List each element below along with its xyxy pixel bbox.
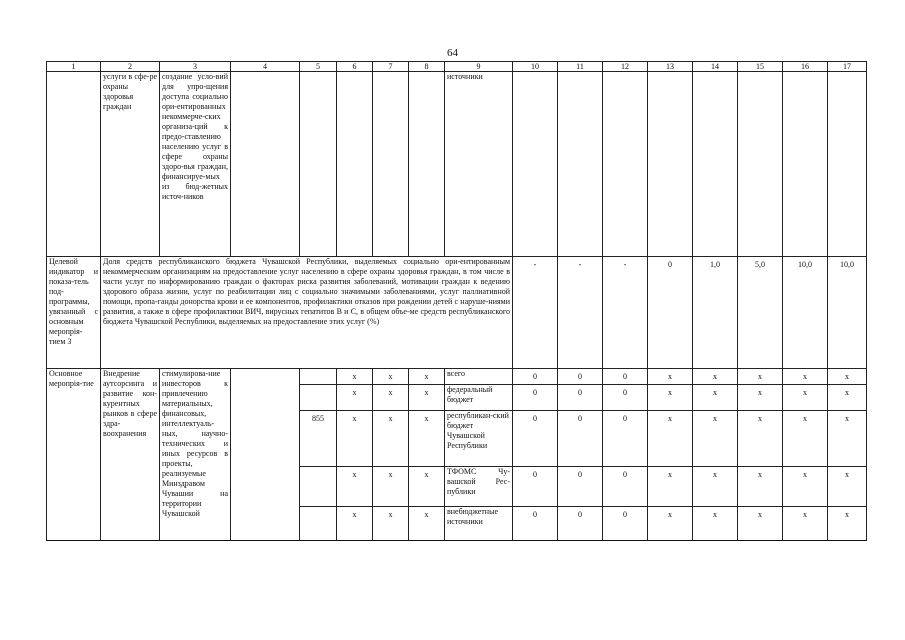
table-cell: 0 (558, 467, 603, 507)
column-number: 9 (445, 62, 513, 72)
indicator-value: 5,0 (738, 257, 783, 369)
table-cell (231, 369, 300, 541)
indicator-value: - (558, 257, 603, 369)
table-cell: x (337, 411, 373, 467)
table-cell (231, 72, 300, 257)
table-cell (373, 72, 409, 257)
table-cell: x (373, 411, 409, 467)
funding-source: республикан-ский бюджет Чувашской Республики (445, 411, 513, 467)
table-cell: 0 (603, 467, 648, 507)
table-cell: x (409, 411, 445, 467)
column-number: 1 (47, 62, 101, 72)
table-cell: x (337, 385, 373, 411)
table-cell: 0 (513, 467, 558, 507)
table-cell (300, 385, 337, 411)
table-cell: x (373, 369, 409, 385)
indicator-value: 10,0 (828, 257, 867, 369)
table-cell (300, 507, 337, 541)
table-cell (648, 72, 693, 257)
table-cell (783, 72, 828, 257)
table-cell: x (648, 507, 693, 541)
table-cell: x (828, 385, 867, 411)
main-event-title: Внедрение аутсорсинга и развитие кон-курентных рынков в сфере здра-воохранения (101, 369, 160, 541)
column-number: 11 (558, 62, 603, 72)
table-cell: 0 (513, 385, 558, 411)
table-cell: x (693, 467, 738, 507)
column-number: 5 (300, 62, 337, 72)
table-cell: 0 (513, 507, 558, 541)
table-cell: x (783, 369, 828, 385)
column-number: 3 (160, 62, 231, 72)
table-cell: создание усло-вий для упро-щения доступа социально ори-ентированных некоммерче-ских организа-ций к предо-ставлению населению услуг в сфере охраны здоро-вья граждан, финансируе-мых из бюд-жетных источ-ников (160, 72, 231, 257)
table-cell: x (828, 467, 867, 507)
table-cell: услуги в сфе-ре охраны здоровья граждан (101, 72, 160, 257)
table-cell (738, 72, 783, 257)
table-cell: x (373, 507, 409, 541)
table-cell: x (783, 411, 828, 467)
main-event-description: стимулирова-ние инвесторов к привлечению материальных, финансовых, интеллектуаль-ных, научно-технических и иных ресурсов в проекты, реализуемые Минздравом Чувашии на территории Чувашской (160, 369, 231, 541)
table-cell: x (693, 411, 738, 467)
table-cell (409, 72, 445, 257)
column-number: 10 (513, 62, 558, 72)
table-cell: x (828, 411, 867, 467)
table-cell: x (648, 385, 693, 411)
table-cell: x (738, 467, 783, 507)
table-cell: x (409, 369, 445, 385)
table-cell: x (337, 467, 373, 507)
column-number: 14 (693, 62, 738, 72)
table-cell (300, 72, 337, 257)
table-cell: 0 (558, 507, 603, 541)
table-cell (603, 72, 648, 257)
table-cell (300, 467, 337, 507)
table-cell: x (337, 507, 373, 541)
indicator-value: 10,0 (783, 257, 828, 369)
table-cell: 0 (513, 411, 558, 467)
table-cell: x (738, 411, 783, 467)
table-cell: x (828, 507, 867, 541)
table-cell (513, 72, 558, 257)
table-cell: x (738, 369, 783, 385)
main-event-type: Основное меропрія-тие (47, 369, 101, 541)
indicator-value: 1,0 (693, 257, 738, 369)
table-cell: x (648, 467, 693, 507)
table-cell: x (648, 411, 693, 467)
table-cell (300, 369, 337, 385)
column-number: 17 (828, 62, 867, 72)
table-cell: 0 (513, 369, 558, 385)
table-cell (693, 72, 738, 257)
table-cell: x (783, 467, 828, 507)
table-cell: x (693, 385, 738, 411)
funding-source: всего (445, 369, 513, 385)
indicator-text: Доля средств республиканского бюджета Чувашской Республики, выделяемых социально ори-ентированным некоммерческим организациям на предоставление услуг населению в сфере охраны здоровья граждан, в том числе в части услуг по информированию граждан о факторах риска развития заболеваний, мотивации граждан к ведению здорового образа жизни, услуг по реабилитации лиц с социально значимыми заболеваниями, услуг паллиативной помощи, пропа-ганды донорства крови и ее компонентов, профилактики отказов при рождении детей с наруше-ниями развития, а также в сфере профилактики ВИЧ, вирусных гепатитов B и C, в общем объе-ме средств республиканского бюджета Чувашской Республики, выделяемых на предоставление этих услуг (%) (101, 257, 513, 369)
column-number: 12 (603, 62, 648, 72)
indicator-label: Целевой индикатор и показа-тель под-программы, увязанный с основным меропрія-тием 3 (47, 257, 101, 369)
table-cell (47, 72, 101, 257)
table-cell: x (693, 369, 738, 385)
column-number: 13 (648, 62, 693, 72)
table-cell: x (783, 507, 828, 541)
table-cell: 0 (603, 411, 648, 467)
table-cell: 0 (603, 385, 648, 411)
table-cell: x (738, 507, 783, 541)
table-row (47, 72, 867, 257)
table-cell: 0 (558, 369, 603, 385)
table-row (47, 369, 867, 385)
table-cell: 855 (300, 411, 337, 467)
table-cell: 0 (558, 411, 603, 467)
indicator-row (47, 257, 867, 369)
page-number: 64 (447, 47, 458, 59)
table-cell (337, 72, 373, 257)
table-cell: источники (445, 72, 513, 257)
table-cell: x (693, 507, 738, 541)
indicator-value: - (603, 257, 648, 369)
table-cell (828, 72, 867, 257)
table-cell: x (373, 467, 409, 507)
table-cell: x (648, 369, 693, 385)
indicator-value: 0 (648, 257, 693, 369)
column-number: 2 (101, 62, 160, 72)
table-cell: x (409, 507, 445, 541)
funding-source: внебюджетные источники (445, 507, 513, 541)
column-number: 4 (231, 62, 300, 72)
table-cell: x (828, 369, 867, 385)
table-cell: x (409, 385, 445, 411)
program-table (46, 61, 867, 541)
table-cell: 0 (603, 507, 648, 541)
column-number: 15 (738, 62, 783, 72)
table-cell: x (738, 385, 783, 411)
funding-source: федеральный бюджет (445, 385, 513, 411)
table-cell: x (373, 385, 409, 411)
column-number: 7 (373, 62, 409, 72)
column-number: 16 (783, 62, 828, 72)
table-cell: x (337, 369, 373, 385)
table-cell: 0 (558, 385, 603, 411)
table-cell (558, 72, 603, 257)
table-cell: 0 (603, 369, 648, 385)
column-number: 6 (337, 62, 373, 72)
column-number: 8 (409, 62, 445, 72)
table-cell: x (783, 385, 828, 411)
column-number-row (47, 62, 867, 72)
indicator-value: - (513, 257, 558, 369)
funding-source: ТФОМС Чу-вашской Рес-публики (445, 467, 513, 507)
table-cell: x (409, 467, 445, 507)
